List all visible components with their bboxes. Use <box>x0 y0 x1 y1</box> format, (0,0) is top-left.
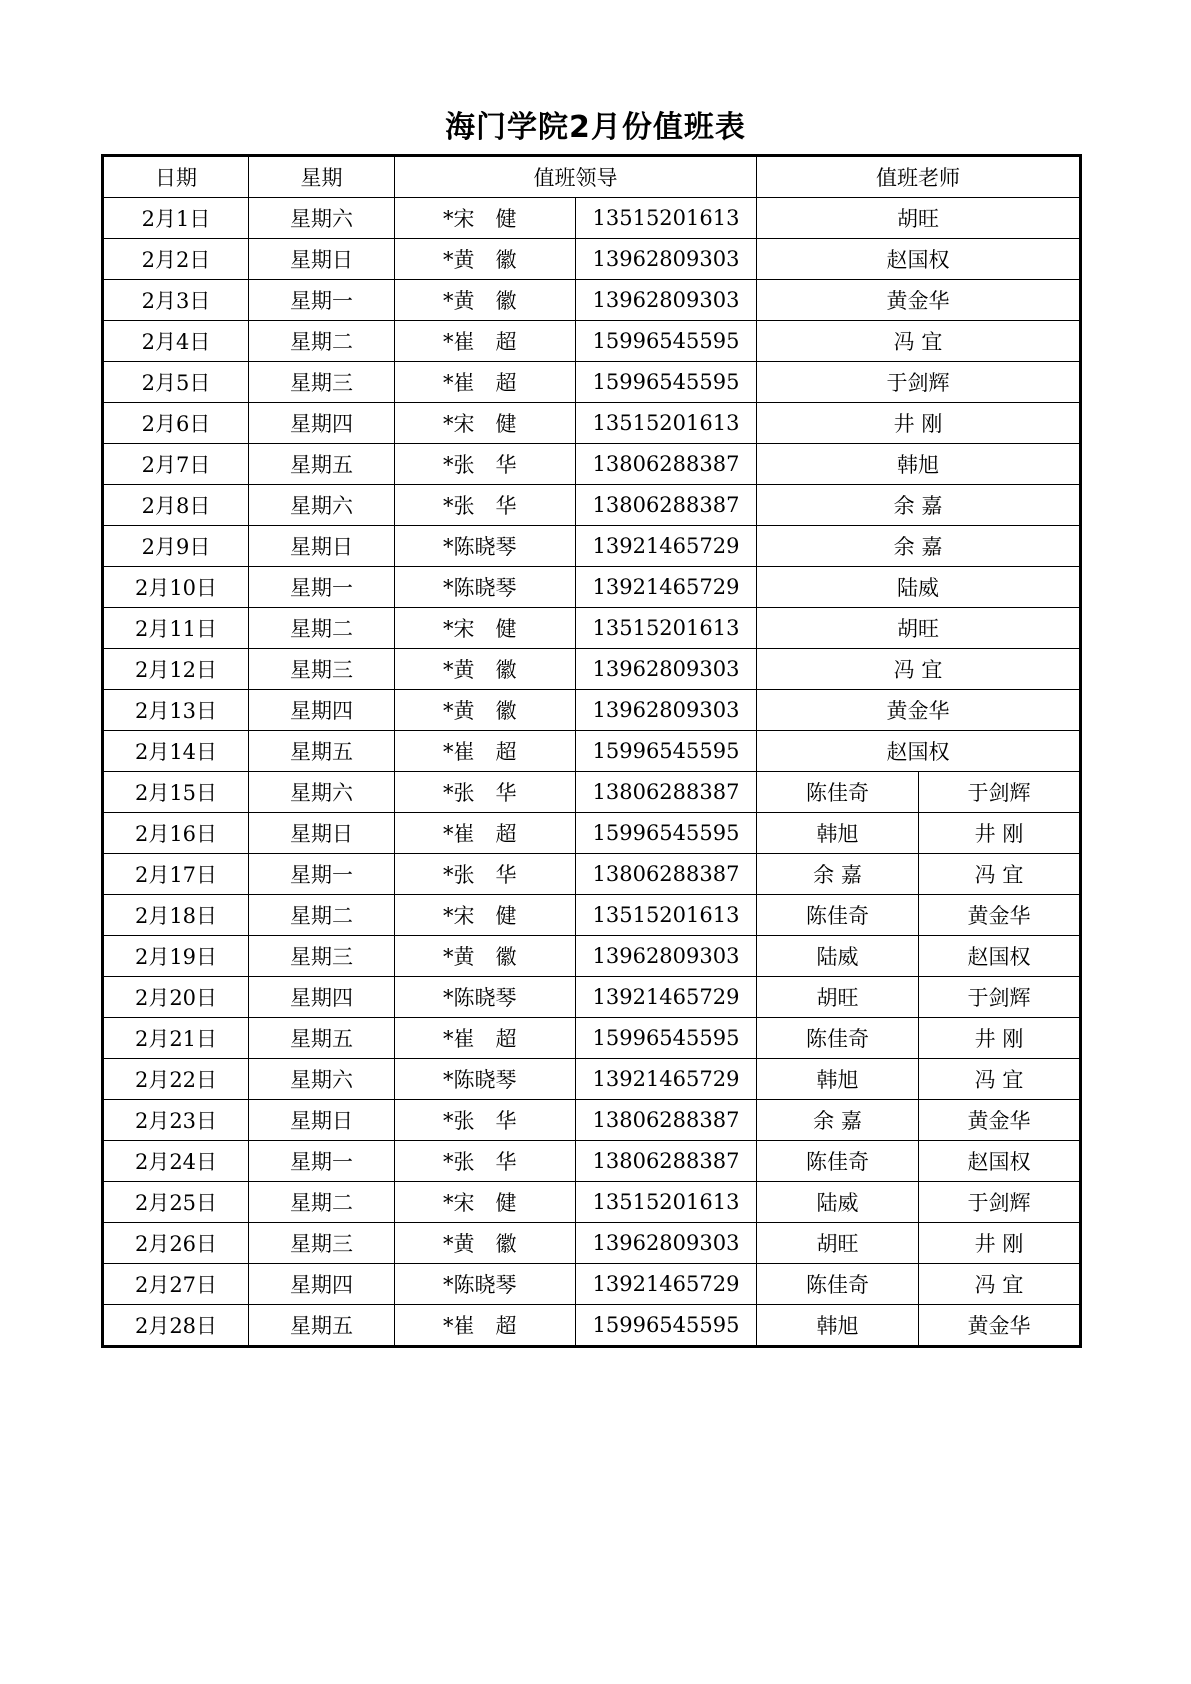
date-cell: 2月24日 <box>103 1141 249 1182</box>
leader-name-cell: *陈晓琴 <box>395 977 576 1018</box>
weekday-cell: 星期五 <box>249 444 395 485</box>
leader-phone-cell: 13806288387 <box>576 444 757 485</box>
leader-name-cell: *宋 健 <box>395 895 576 936</box>
leader-name-cell: *张 华 <box>395 854 576 895</box>
table-row <box>103 1182 1081 1223</box>
teacher-cell-2: 赵国权 <box>919 1141 1081 1182</box>
teacher-cell: 黄金华 <box>757 690 1081 731</box>
leader-name-cell: *崔 超 <box>395 1018 576 1059</box>
leader-name-cell: *崔 超 <box>395 731 576 772</box>
date-cell: 2月11日 <box>103 608 249 649</box>
leader-name-cell: *崔 超 <box>395 1305 576 1347</box>
teacher-cell-1: 韩旭 <box>757 1305 919 1347</box>
date-cell: 2月9日 <box>103 526 249 567</box>
teacher-cell-2: 井 刚 <box>919 1223 1081 1264</box>
table-row <box>103 526 1081 567</box>
table-row <box>103 403 1081 444</box>
header-leader: 值班领导 <box>395 156 757 198</box>
weekday-cell: 星期三 <box>249 936 395 977</box>
table-row <box>103 444 1081 485</box>
weekday-cell: 星期二 <box>249 1182 395 1223</box>
leader-phone-cell: 13921465729 <box>576 977 757 1018</box>
teacher-cell: 于剑辉 <box>757 362 1081 403</box>
weekday-cell: 星期一 <box>249 854 395 895</box>
table-row <box>103 936 1081 977</box>
table-row <box>103 1305 1081 1347</box>
leader-name-cell: *宋 健 <box>395 198 576 239</box>
table-row <box>103 1264 1081 1305</box>
teacher-cell: 余 嘉 <box>757 526 1081 567</box>
date-cell: 2月18日 <box>103 895 249 936</box>
leader-phone-cell: 13515201613 <box>576 198 757 239</box>
leader-phone-cell: 15996545595 <box>576 321 757 362</box>
date-cell: 2月27日 <box>103 1264 249 1305</box>
leader-name-cell: *黄 徽 <box>395 936 576 977</box>
weekday-cell: 星期二 <box>249 608 395 649</box>
table-row <box>103 239 1081 280</box>
teacher-cell: 赵国权 <box>757 731 1081 772</box>
teacher-cell-1: 陈佳奇 <box>757 1264 919 1305</box>
table-row <box>103 1223 1081 1264</box>
leader-name-cell: *张 华 <box>395 485 576 526</box>
teacher-cell: 韩旭 <box>757 444 1081 485</box>
teacher-cell: 陆威 <box>757 567 1081 608</box>
header-teacher: 值班老师 <box>757 156 1081 198</box>
weekday-cell: 星期五 <box>249 1018 395 1059</box>
leader-phone-cell: 13962809303 <box>576 690 757 731</box>
teacher-cell: 胡旺 <box>757 198 1081 239</box>
weekday-cell: 星期日 <box>249 526 395 567</box>
teacher-cell-2: 冯 宜 <box>919 1264 1081 1305</box>
date-cell: 2月4日 <box>103 321 249 362</box>
teacher-cell-2: 于剑辉 <box>919 977 1081 1018</box>
leader-name-cell: *黄 徽 <box>395 280 576 321</box>
teacher-cell-2: 黄金华 <box>919 1100 1081 1141</box>
date-cell: 2月26日 <box>103 1223 249 1264</box>
table-row <box>103 321 1081 362</box>
teacher-cell-2: 冯 宜 <box>919 854 1081 895</box>
weekday-cell: 星期四 <box>249 403 395 444</box>
date-cell: 2月22日 <box>103 1059 249 1100</box>
weekday-cell: 星期三 <box>249 362 395 403</box>
table-row <box>103 198 1081 239</box>
leader-phone-cell: 13515201613 <box>576 608 757 649</box>
weekday-cell: 星期二 <box>249 321 395 362</box>
date-cell: 2月2日 <box>103 239 249 280</box>
table-row <box>103 1018 1081 1059</box>
leader-phone-cell: 13515201613 <box>576 1182 757 1223</box>
date-cell: 2月28日 <box>103 1305 249 1347</box>
weekday-cell: 星期三 <box>249 649 395 690</box>
date-cell: 2月19日 <box>103 936 249 977</box>
date-cell: 2月21日 <box>103 1018 249 1059</box>
table-row <box>103 567 1081 608</box>
weekday-cell: 星期五 <box>249 1305 395 1347</box>
leader-phone-cell: 13806288387 <box>576 772 757 813</box>
leader-name-cell: *陈晓琴 <box>395 1264 576 1305</box>
date-cell: 2月13日 <box>103 690 249 731</box>
table-row <box>103 1100 1081 1141</box>
leader-phone-cell: 13962809303 <box>576 239 757 280</box>
teacher-cell: 余 嘉 <box>757 485 1081 526</box>
date-cell: 2月8日 <box>103 485 249 526</box>
teacher-cell-2: 井 刚 <box>919 1018 1081 1059</box>
table-row <box>103 649 1081 690</box>
leader-phone-cell: 15996545595 <box>576 813 757 854</box>
leader-phone-cell: 15996545595 <box>576 1018 757 1059</box>
weekday-cell: 星期四 <box>249 1264 395 1305</box>
date-cell: 2月20日 <box>103 977 249 1018</box>
leader-name-cell: *张 华 <box>395 444 576 485</box>
teacher-cell-2: 于剑辉 <box>919 772 1081 813</box>
page-title: 海门学院2月份值班表 <box>445 110 746 145</box>
teacher-cell-1: 陈佳奇 <box>757 1141 919 1182</box>
weekday-cell: 星期四 <box>249 977 395 1018</box>
leader-name-cell: *黄 徽 <box>395 239 576 280</box>
teacher-cell-2: 赵国权 <box>919 936 1081 977</box>
leader-name-cell: *宋 健 <box>395 608 576 649</box>
leader-name-cell: *崔 超 <box>395 321 576 362</box>
teacher-cell-1: 韩旭 <box>757 1059 919 1100</box>
duty-roster-table <box>101 154 1082 1348</box>
leader-phone-cell: 13962809303 <box>576 649 757 690</box>
date-cell: 2月14日 <box>103 731 249 772</box>
weekday-cell: 星期日 <box>249 813 395 854</box>
date-cell: 2月23日 <box>103 1100 249 1141</box>
header-row <box>103 156 1081 198</box>
weekday-cell: 星期六 <box>249 485 395 526</box>
date-cell: 2月17日 <box>103 854 249 895</box>
teacher-cell-1: 余 嘉 <box>757 1100 919 1141</box>
leader-name-cell: *张 华 <box>395 1141 576 1182</box>
date-cell: 2月16日 <box>103 813 249 854</box>
weekday-cell: 星期日 <box>249 239 395 280</box>
leader-name-cell: *黄 徽 <box>395 690 576 731</box>
teacher-cell-1: 陈佳奇 <box>757 1018 919 1059</box>
teacher-cell: 井 刚 <box>757 403 1081 444</box>
header-weekday: 星期 <box>249 156 395 198</box>
teacher-cell-2: 黄金华 <box>919 1305 1081 1347</box>
teacher-cell-2: 冯 宜 <box>919 1059 1081 1100</box>
leader-name-cell: *宋 健 <box>395 1182 576 1223</box>
weekday-cell: 星期六 <box>249 198 395 239</box>
leader-name-cell: *黄 徽 <box>395 649 576 690</box>
leader-phone-cell: 13962809303 <box>576 1223 757 1264</box>
leader-name-cell: *张 华 <box>395 772 576 813</box>
weekday-cell: 星期一 <box>249 1141 395 1182</box>
leader-phone-cell: 13921465729 <box>576 1264 757 1305</box>
table-row <box>103 1059 1081 1100</box>
date-cell: 2月25日 <box>103 1182 249 1223</box>
table-row <box>103 1141 1081 1182</box>
teacher-cell-1: 韩旭 <box>757 813 919 854</box>
leader-name-cell: *陈晓琴 <box>395 567 576 608</box>
table-row <box>103 854 1081 895</box>
table-row <box>103 280 1081 321</box>
teacher-cell: 冯 宜 <box>757 649 1081 690</box>
leader-phone-cell: 13515201613 <box>576 403 757 444</box>
date-cell: 2月5日 <box>103 362 249 403</box>
leader-phone-cell: 13806288387 <box>576 1141 757 1182</box>
leader-name-cell: *陈晓琴 <box>395 1059 576 1100</box>
table-row <box>103 977 1081 1018</box>
teacher-cell-1: 余 嘉 <box>757 854 919 895</box>
weekday-cell: 星期日 <box>249 1100 395 1141</box>
teacher-cell: 赵国权 <box>757 239 1081 280</box>
teacher-cell-1: 胡旺 <box>757 977 919 1018</box>
table-row <box>103 485 1081 526</box>
teacher-cell: 冯 宜 <box>757 321 1081 362</box>
header-date: 日期 <box>103 156 249 198</box>
table-row <box>103 608 1081 649</box>
leader-phone-cell: 13806288387 <box>576 1100 757 1141</box>
leader-name-cell: *黄 徽 <box>395 1223 576 1264</box>
weekday-cell: 星期五 <box>249 731 395 772</box>
date-cell: 2月6日 <box>103 403 249 444</box>
date-cell: 2月10日 <box>103 567 249 608</box>
weekday-cell: 星期一 <box>249 567 395 608</box>
leader-phone-cell: 13962809303 <box>576 280 757 321</box>
leader-name-cell: *宋 健 <box>395 403 576 444</box>
weekday-cell: 星期六 <box>249 772 395 813</box>
leader-phone-cell: 13806288387 <box>576 854 757 895</box>
teacher-cell-1: 陈佳奇 <box>757 772 919 813</box>
table-row <box>103 690 1081 731</box>
table-row <box>103 731 1081 772</box>
teacher-cell-1: 陆威 <box>757 1182 919 1223</box>
table-row <box>103 813 1081 854</box>
leader-phone-cell: 13962809303 <box>576 936 757 977</box>
weekday-cell: 星期一 <box>249 280 395 321</box>
table-row <box>103 362 1081 403</box>
leader-phone-cell: 15996545595 <box>576 1305 757 1347</box>
date-cell: 2月7日 <box>103 444 249 485</box>
table-row <box>103 772 1081 813</box>
leader-name-cell: *陈晓琴 <box>395 526 576 567</box>
teacher-cell-2: 于剑辉 <box>919 1182 1081 1223</box>
leader-phone-cell: 15996545595 <box>576 362 757 403</box>
leader-phone-cell: 13515201613 <box>576 895 757 936</box>
weekday-cell: 星期二 <box>249 895 395 936</box>
weekday-cell: 星期四 <box>249 690 395 731</box>
date-cell: 2月3日 <box>103 280 249 321</box>
date-cell: 2月15日 <box>103 772 249 813</box>
leader-phone-cell: 13806288387 <box>576 485 757 526</box>
teacher-cell: 胡旺 <box>757 608 1081 649</box>
teacher-cell-1: 陈佳奇 <box>757 895 919 936</box>
leader-name-cell: *张 华 <box>395 1100 576 1141</box>
leader-name-cell: *崔 超 <box>395 362 576 403</box>
teacher-cell-1: 胡旺 <box>757 1223 919 1264</box>
leader-phone-cell: 13921465729 <box>576 1059 757 1100</box>
weekday-cell: 星期三 <box>249 1223 395 1264</box>
roster-body <box>103 198 1081 1347</box>
weekday-cell: 星期六 <box>249 1059 395 1100</box>
leader-name-cell: *崔 超 <box>395 813 576 854</box>
teacher-cell-2: 黄金华 <box>919 895 1081 936</box>
teacher-cell-2: 井 刚 <box>919 813 1081 854</box>
leader-phone-cell: 13921465729 <box>576 526 757 567</box>
teacher-cell-1: 陆威 <box>757 936 919 977</box>
date-cell: 2月1日 <box>103 198 249 239</box>
teacher-cell: 黄金华 <box>757 280 1081 321</box>
leader-phone-cell: 13921465729 <box>576 567 757 608</box>
leader-phone-cell: 15996545595 <box>576 731 757 772</box>
date-cell: 2月12日 <box>103 649 249 690</box>
table-row <box>103 895 1081 936</box>
